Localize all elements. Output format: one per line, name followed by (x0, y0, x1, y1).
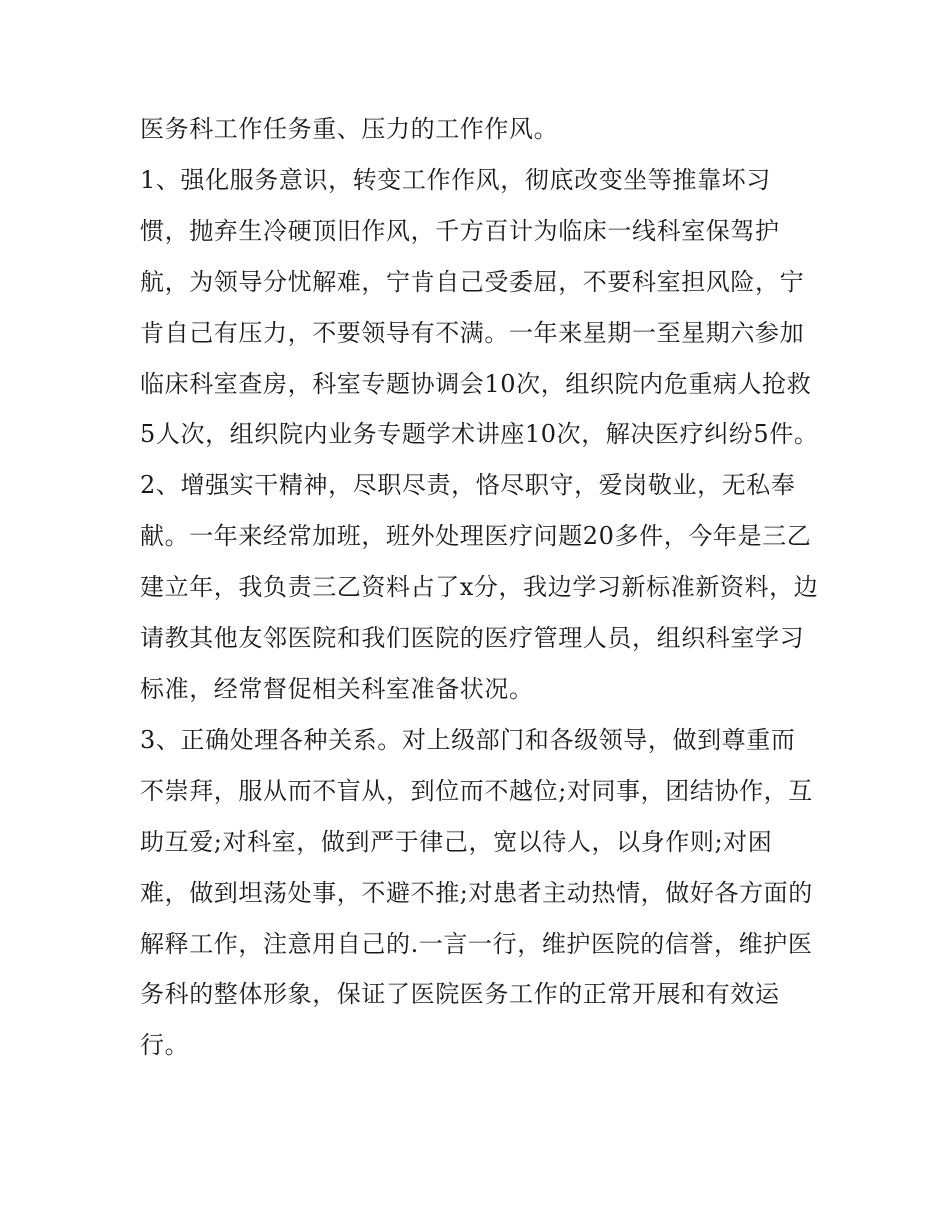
paragraph-item-2: 2、增强实干精神，尽职尽责，恪尽职守，爱岗敬业，无私奉献。一年来经常加班，班外处理医疗问题20多件，今年是三乙建立年，我负责三乙资料占了x分，我边学习新标准新资料，边请教其他友邻医院和我们医院的医疗管理人员，组织科室学习标准，经常督促相关科室准备状况。 (140, 471, 819, 703)
paragraph-item-3: 3、正确处理各种关系。对上级部门和各级领导，做到尊重而不崇拜，服从而不盲从，到位而不越位;对同事，团结协作，互助互爱;对科室，做到严于律己，宽以待人，以身作则;对困难，做到坦荡处事，不避不推;对患者主动热情，做好各方面的解释工作，注意用自己的.一言一行，维护医院的信誉，维护医务科的整体形象，保证了医院医务工作的正常开展和有效运行。 (140, 725, 813, 1060)
document-body (140, 104, 820, 1071)
paragraph-item-1: 1、强化服务意识，转变工作作风，彻底改变坐等推靠坏习惯，抛弃生冷硬顶旧作风，千方百计为临床一线科室保驾护航，为领导分忧解难，宁肯自己受委屈，不要科室担风险，宁肯自己有压力，不要领导有不满。一年来星期一至星期六参加临床科室查房，科室专题协调会10次，组织院内危重病人抢救5人次，组织院内业务专题学术讲座10次，解决医疗纠纷5件。 (140, 165, 819, 449)
paragraph-intro: 医务科工作任务重、压力的工作作风。 (140, 115, 559, 143)
